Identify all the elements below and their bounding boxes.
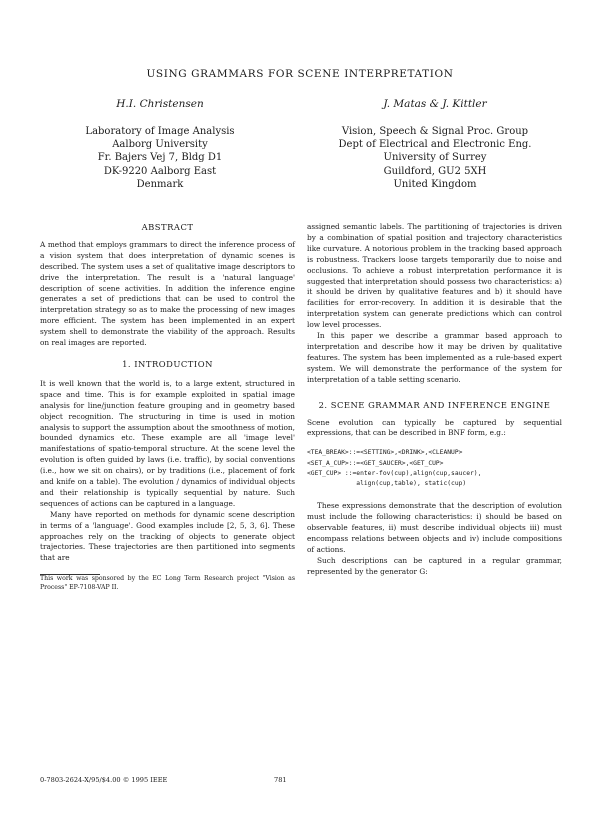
affiliation-line: Laboratory of Image Analysis	[85, 126, 235, 137]
introduction-paragraph: Many have reported on methods for dynamic scene description in terms of a 'language'. Good examples include [2, 5, 3, 6]. These approaches rely on the tracking of objects to generate object trajectories. These trajectories are then partitioned into segments that are	[40, 509, 295, 563]
affiliation-line: Aalborg University	[112, 139, 208, 151]
affiliation-line: Guildford, GU2 5XH	[383, 165, 487, 177]
copyright-line: 0-7803-2624-X/95/$4.00 © 1995 IEEE	[40, 776, 168, 784]
affiliation-line: Denmark	[136, 178, 184, 190]
affiliation-line: Fr. Bajers Vej 7, Bldg D1	[97, 152, 223, 164]
paper-title: USING GRAMMARS FOR SCENE INTERPRETATION	[146, 68, 454, 80]
body-paragraph: In this paper we describe a grammar based approach to interpretation and describe how it may be driven by qualitative features. The system has been implemented as a rule-based expert system. We will demonstrate the performance of the system for interpretation of a table setting scenario.	[307, 331, 562, 384]
author-1-affiliation	[45, 125, 275, 191]
page-number: 781	[274, 776, 287, 784]
right-column	[307, 222, 562, 577]
affiliation-line: United Kingdom	[393, 178, 477, 190]
section-2-heading: 2. SCENE GRAMMAR AND INFERENCE ENGINE	[318, 399, 551, 410]
author-1-name: H.I. Christensen	[116, 98, 204, 110]
footnote: This work was sponsored by the EC Long Term Research project "Vision as Process" EP-7108-VAP II.	[40, 575, 295, 591]
body-paragraph: These expressions demonstrate that the description of evolution must include the following characteristics: i) should be based on observable features, ii) must describe individual objects iii) must encompass relations between objects and iv) include compositions of actions.	[307, 501, 562, 554]
bnf-line: <TEA_BREAK>::=<SETTING>,<DRINK>,<CLEANUP>	[307, 449, 463, 457]
bnf-line: align(cup,table), static(cup)	[307, 479, 467, 487]
section-2-intro: Scene evolution can typically be captured by sequential expressions, that can be described in BNF form, e.g.:	[307, 417, 562, 438]
affiliation-line: Dept of Electrical and Electronic Eng.	[338, 139, 532, 151]
body-paragraph: assigned semantic labels. The partitioning of trajectories is driven by a combination of spatial position and trajectory characteristics like curvature. A notorious problem in the tracking based approach is robustness. Trackers loose targets temporarily due to noise and occlusions. To achieve a robust interpretation performance it is suggested that interpretation should possess two characteristics: a) it should be driven by qualitative features and b) it should have facilities for error-recovery. In addition it is desirable that the interpretation system can generate predictions which can control low level processes.	[307, 222, 562, 330]
affiliation-line: Vision, Speech & Signal Proc. Group	[341, 126, 529, 137]
introduction-paragraph: It is well known that the world is, to a large extent, structured in space and time. This is for example exploited in spatial image analysis for line/junction feature grouping and in geometry based object recognition. The structuring in time is used in motion analysis to support the assumption about the smoothness of motion, bounded dynamics etc. These example are all 'image level' manifestations of spatio-temporal structure. At the scene level the evolution is often guided by laws (i.e. traffic), by social conventions (i.e., how we sit on chairs), or by traditions (i.e., placement of fork and knife on a table). The evolution / dynamics of individual objects and their relationship is typically sequential by nature. Such sequences of actions can be captured in a language.	[40, 378, 295, 508]
affiliation-line: DK-9220 Aalborg East	[103, 165, 217, 177]
bnf-line: <GET_CUP> ::=enter-fov(cup),align(cup,saucer),	[307, 469, 482, 477]
abstract-heading: ABSTRACT	[141, 222, 194, 232]
body-paragraph: Such descriptions can be captured in a regular grammar, represented by the generator G:	[307, 555, 562, 576]
abstract-text: A method that employs grammars to direct the inference process of a vision system that does interpretation of dynamic scenes is described. The system uses a set of qualitative image descriptors to drive the interpretation. The result is a 'natural language' description of scene activities. In addition the inference engine generates a set of predictions that can be used to control the interpretation strategy so as to make the processing of new images more efficient. The system has been implemented in an expert system shell to demonstrate the viability of the approach. Results on real images are reported.	[40, 239, 295, 348]
introduction-heading: 1. INTRODUCTION	[122, 358, 213, 369]
affiliation-line: University of Surrey	[383, 152, 487, 164]
bnf-line: <SET_A_CUP>::=<GET_SAUCER>,<GET_CUP>	[307, 459, 444, 467]
author-2-affiliation	[300, 125, 570, 191]
author-2-name: J. Matas & J. Kittler	[383, 98, 487, 110]
left-column	[40, 222, 295, 592]
